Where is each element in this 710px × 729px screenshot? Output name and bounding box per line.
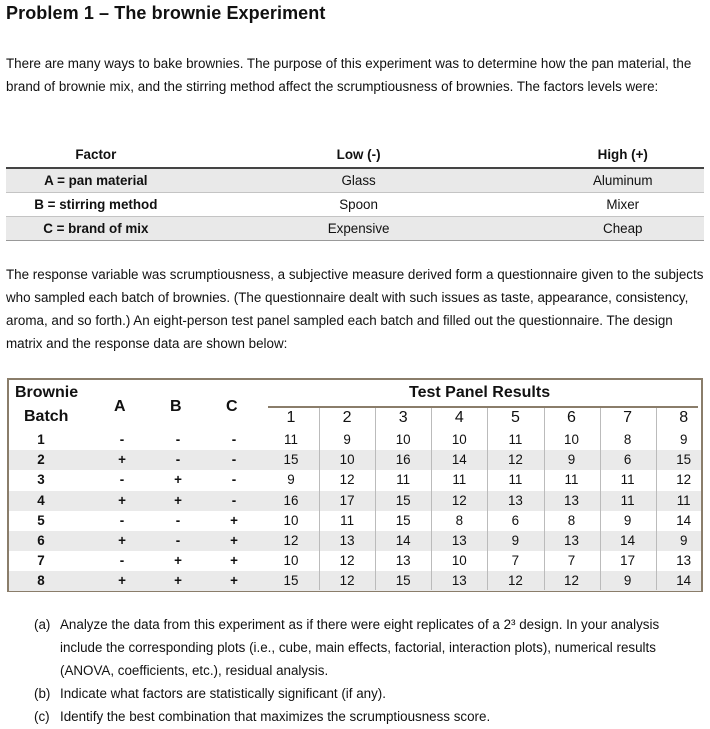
table-row <box>9 491 701 511</box>
panel-result: 15 <box>395 492 411 508</box>
question-text: Indicate what factors are statistically significant (if any). <box>60 686 386 701</box>
batch-number: 7 <box>37 553 45 569</box>
factor-a-level: - <box>119 472 125 488</box>
column-separator <box>431 408 432 590</box>
panel-result: 16 <box>283 492 299 508</box>
high-header: High (+) <box>597 147 648 162</box>
panel-result: 15 <box>676 452 692 468</box>
panel-result: 11 <box>340 512 355 528</box>
factor-b-level: + <box>174 472 182 488</box>
panel-result: 13 <box>451 533 467 548</box>
panel-result: 10 <box>283 553 299 569</box>
factor-b-header: B <box>170 398 182 415</box>
panel-result: 6 <box>623 452 632 468</box>
panel-result: 14 <box>676 573 692 589</box>
panel-result: 7 <box>567 553 576 569</box>
factor-row <box>6 217 704 241</box>
table-row <box>9 531 701 551</box>
panel-result: 10 <box>451 432 467 447</box>
panel-result: 12 <box>339 472 355 488</box>
panel-col-header: 2 <box>342 409 352 426</box>
batch-number: 1 <box>37 432 45 447</box>
panel-col-header: 8 <box>679 409 689 426</box>
factor-a-level: + <box>118 573 126 589</box>
table-row <box>9 571 701 591</box>
panel-result: 15 <box>283 452 299 468</box>
factor-c-level: + <box>230 512 238 528</box>
panel-result: 14 <box>676 512 692 528</box>
factor-row <box>6 193 704 217</box>
question-label: (b) <box>34 686 51 701</box>
panel-result: 13 <box>339 533 355 548</box>
question-b <box>34 682 694 705</box>
low-header: Low (-) <box>336 147 381 162</box>
factor-b-level: + <box>174 553 182 569</box>
panel-result: 12 <box>507 573 523 589</box>
panel-result: 8 <box>623 432 632 447</box>
batch-label-line1: Brownie <box>15 384 79 401</box>
panel-result: 11 <box>508 472 523 488</box>
factor-a-level: + <box>118 452 126 468</box>
table-row <box>9 450 701 470</box>
page-title: Problem 1 – The brownie Experiment <box>6 3 326 23</box>
batch-number: 2 <box>37 452 45 468</box>
table-row <box>9 551 701 571</box>
panel-result: 10 <box>395 432 411 447</box>
column-separator <box>656 408 657 590</box>
panel-col-header: 3 <box>398 409 408 426</box>
panel-result: 12 <box>676 472 692 488</box>
factor-a-level: + <box>118 533 126 548</box>
panel-result: 14 <box>451 452 467 468</box>
question-text: Identify the best combination that maximizes the scrumptiousness score. <box>60 709 491 724</box>
panel-result: 13 <box>676 553 692 569</box>
batch-number: 4 <box>37 492 45 508</box>
panel-result: 9 <box>623 512 632 528</box>
batch-number: 6 <box>37 533 45 548</box>
factor-c-level: + <box>230 553 238 569</box>
batch-label-line2: Batch <box>24 408 69 425</box>
panel-result: 9 <box>343 432 351 447</box>
factor-name: B = stirring method <box>34 197 158 212</box>
panel-result: 10 <box>283 512 299 528</box>
response-paragraph: The response variable was scrumptiousness, a subjective measure derived form a questionnaire given to the subjects who sampled each batch of brownies. (The questionnaire dealt with such issues as taste, appearance, consistency, aroma, and so forth.) An eight-person test panel sampled each batch and filled out the questionnaire. The design matrix and the response data are shown below: <box>6 267 704 351</box>
factor-b-level: - <box>175 432 181 447</box>
panel-result: 12 <box>564 573 579 589</box>
factor-b-level: + <box>174 573 182 589</box>
panel-header-rule <box>268 406 698 408</box>
table-row <box>9 470 701 490</box>
column-separator <box>544 408 545 590</box>
batch-number: 5 <box>37 512 45 528</box>
column-separator <box>487 408 488 590</box>
panel-result: 9 <box>623 573 632 589</box>
question-label: (c) <box>34 709 50 724</box>
factor-name: C = brand of mix <box>43 221 149 236</box>
factor-high: Aluminum <box>593 173 653 188</box>
panel-result: 14 <box>620 533 636 548</box>
panel-result: 9 <box>567 452 576 468</box>
panel-result: 15 <box>395 512 411 528</box>
factor-table-header <box>6 142 704 169</box>
panel-result: 13 <box>564 492 579 508</box>
test-panel-title: Test Panel Results <box>409 384 551 401</box>
question-text: Analyze the data from this experiment as if there were eight replicates of a 2³ design. In your analysis include the corresponding plots (i.e., cube, main effects, factorial, interaction plots), numerical results (ANOVA, coefficients, etc.), residual analysis. <box>60 617 660 678</box>
factor-b-level: + <box>174 492 182 508</box>
panel-result: 11 <box>452 472 467 488</box>
panel-result: 9 <box>679 432 688 447</box>
factor-a-level: - <box>119 553 125 569</box>
panel-col-header: 1 <box>286 409 296 426</box>
panel-result: 8 <box>455 512 464 528</box>
panel-result: 8 <box>567 512 576 528</box>
panel-result: 17 <box>620 553 636 569</box>
panel-result: 15 <box>283 573 299 589</box>
table-row <box>9 511 701 531</box>
factor-name: A = pan material <box>44 173 148 188</box>
factor-a-level: - <box>119 512 125 528</box>
batch-number: 3 <box>37 472 45 488</box>
question-list <box>34 613 694 728</box>
panel-result: 12 <box>339 573 355 589</box>
panel-col-header: 6 <box>567 409 576 426</box>
factor-high: Cheap <box>603 221 643 236</box>
factor-c-level: + <box>230 533 238 548</box>
panel-result: 13 <box>395 553 411 569</box>
factor-low: Expensive <box>327 221 390 236</box>
panel-result: 13 <box>451 573 467 589</box>
panel-result: 11 <box>508 432 523 447</box>
panel-result: 17 <box>339 492 355 508</box>
intro-paragraph: There are many ways to bake brownies. The purpose of this experiment was to determine how the pan material, the brand of brownie mix, and the stirring method affect the scrumptiousness of brownies. The factors levels were: <box>6 56 692 94</box>
factor-a-level: - <box>119 432 125 447</box>
panel-col-header: 5 <box>510 409 520 426</box>
panel-result: 11 <box>620 472 635 488</box>
panel-result: 12 <box>451 492 467 508</box>
panel-col-header: 7 <box>623 409 633 426</box>
panel-result: 7 <box>511 553 520 569</box>
factor-b-level: - <box>175 512 181 528</box>
panel-result: 13 <box>507 492 523 508</box>
panel-result: 10 <box>451 553 467 569</box>
question-a <box>34 613 694 682</box>
factor-b-level: - <box>175 452 181 468</box>
table-row <box>9 430 701 450</box>
question-label: (a) <box>34 617 51 632</box>
question-c <box>34 705 694 728</box>
factor-low: Spoon <box>339 197 378 212</box>
factor-a-header: A <box>114 398 126 415</box>
panel-result: 10 <box>339 452 355 468</box>
panel-result: 12 <box>507 452 523 468</box>
panel-result: 12 <box>283 533 299 548</box>
factor-c-level: - <box>231 472 237 488</box>
column-separator <box>600 408 601 590</box>
panel-result: 11 <box>396 472 411 488</box>
factor-low: Glass <box>341 173 376 188</box>
panel-result: 11 <box>676 492 691 508</box>
factor-c-header: C <box>226 398 238 415</box>
panel-result: 14 <box>395 533 411 548</box>
factor-high: Mixer <box>606 197 640 212</box>
panel-result: 9 <box>679 533 688 548</box>
factor-c-level: - <box>231 432 237 447</box>
batch-number: 8 <box>37 573 45 589</box>
design-matrix-table <box>7 378 703 592</box>
column-separator <box>375 408 376 590</box>
panel-result: 12 <box>339 553 355 569</box>
factor-table <box>6 142 704 241</box>
factor-row <box>6 169 704 193</box>
panel-result: 13 <box>564 533 579 548</box>
panel-result: 15 <box>395 573 411 589</box>
factor-c-level: - <box>231 492 237 508</box>
panel-result: 11 <box>620 492 635 508</box>
panel-result: 9 <box>511 533 520 548</box>
factor-b-level: - <box>175 533 181 548</box>
factor-header: Factor <box>75 147 117 162</box>
column-separator <box>319 408 320 590</box>
factor-c-level: - <box>231 452 237 468</box>
panel-col-header: 4 <box>454 409 464 426</box>
panel-result: 10 <box>564 432 579 447</box>
panel-result: 6 <box>511 512 520 528</box>
panel-result: 11 <box>284 432 298 447</box>
factor-c-level: + <box>230 573 238 589</box>
factor-a-level: + <box>118 492 126 508</box>
panel-result: 9 <box>287 472 295 488</box>
panel-result: 16 <box>395 452 411 468</box>
panel-result: 11 <box>564 472 579 488</box>
